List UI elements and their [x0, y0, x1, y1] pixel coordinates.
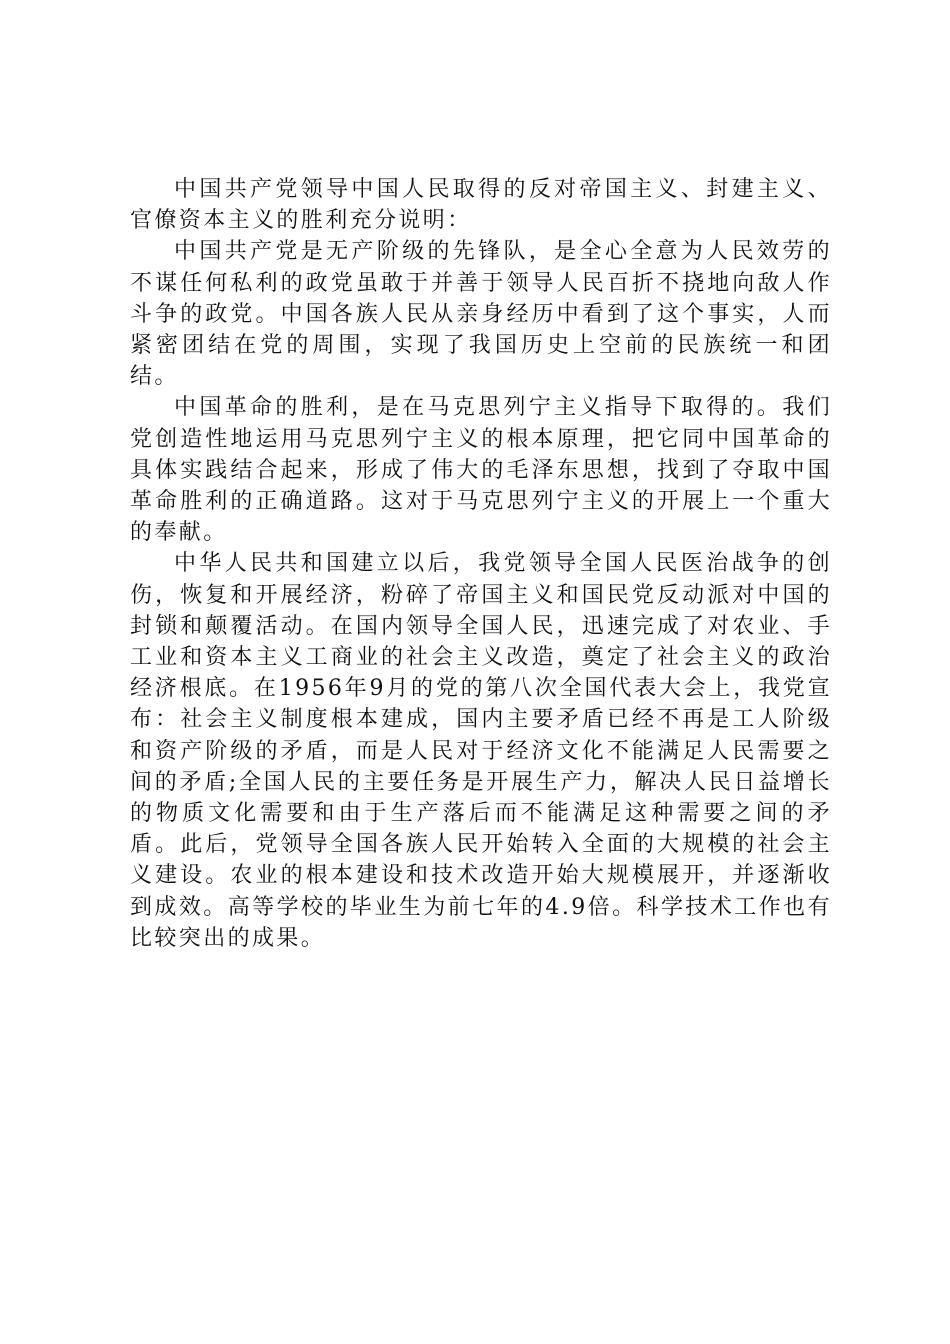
paragraph-revolution-victory: 中国革命的胜利，是在马克思列宁主义指导下取得的。我们党创造性地运用马克思列宁主义的根本原理，把它同中国革命的具体实践结合起来，形成了伟大的毛泽东思想，找到了夺取中国革命胜利的正确道路。这对于马克思列宁主义的开展上一个重大的奉献。 — [130, 395, 832, 546]
paragraph-intro: 中国共产党领导中国人民取得的反对帝国主义、封建主义、官僚资本主义的胜利充分说明： — [130, 177, 832, 234]
paragraph-party-vanguard: 中国共产党是无产阶级的先锋队，是全心全意为人民效劳的不谋任何私利的政党虽敢于并善于领导人民百折不挠地向敌人作斗争的政党。中国各族人民从亲身经历中看到了这个事实，人而紧密团结在党的周围，实现了我国历史上空前的民族统一和团结。 — [130, 239, 832, 390]
paragraph-prc-founding: 中华人民共和国建立以后，我党领导全国人民医治战争的创伤，恢复和开展经济，粉碎了帝国主义和国民党反动派对中国的封锁和颠覆活动。在国内领导全国人民，迅速完成了对农业、手工业和资本主义工商业的社会主义改造，奠定了社会主义的政治经济根底。在1956年9月的党的第八次全国代表大会上，我党宣布：社会主义制度根本建成，国内主要矛盾已经不再是工人阶级和资产阶级的矛盾，而是人民对于经济文化不能满足人民需要之间的矛盾;全国人民的主要任务是开展生产力，解决人民日益增长的物质文化需要和由于生产落后而不能满足这种需要之间的矛盾。此后，党领导全国各族人民开始转入全面的大规模的社会主义建设。农业的根本建设和技术改造开始大规模展开，并逐渐收到成效。高等学校的毕业生为前七年的4.9倍。科学技术工作也有比较突出的成果。 — [130, 551, 832, 951]
document-body — [130, 174, 832, 954]
